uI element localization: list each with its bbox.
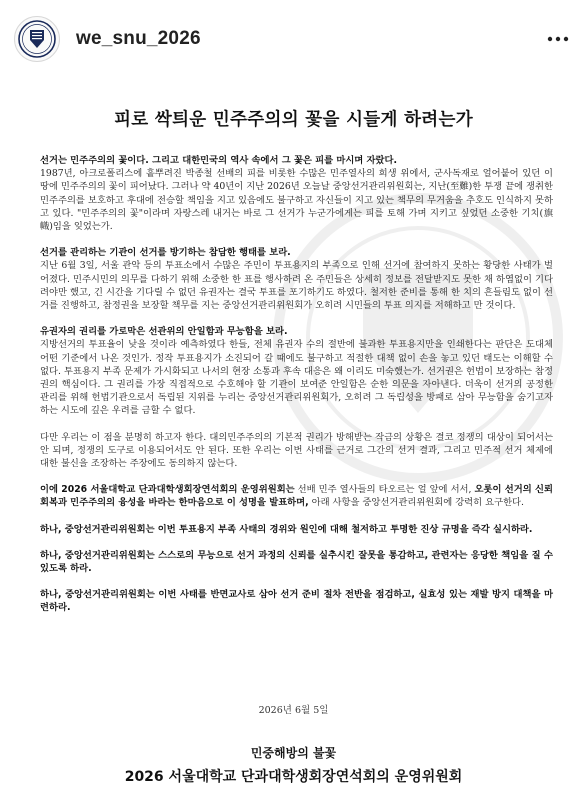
demand-2-prefix: 하나, bbox=[40, 549, 65, 561]
statement-title: 피로 싹틔운 민주주의의 꽃을 시들게 하려는가 bbox=[114, 110, 473, 130]
declaration-text-2: 아래 사항을 중앙선거관리위원회에 강력히 요구한다. bbox=[308, 497, 524, 509]
demand-1-text: 는 이번 투표용지 부족 사태의 경위와 원인에 대해 철저하고 투명한 진상 규명을 즉각 실시하라. bbox=[145, 523, 533, 535]
paragraph-3-text: 지방선거의 투표율이 낮을 것이라 예측하였다 한들, 전체 유권자 수의 절반에 불과한 투표용지만을 인쇄한다는 판단은 도대체 어떤 기준에서 나온 것인가. 정작 투표용지가 소진되어 갈 때에도 불구하고 적절한 대책 없이 손을 놓고 있던 태도는 이해할 수 없다. 투표용지 부족 문제가 가시화되고 나서의 현장 소통과 후속 대응은 왜 이리도 미숙했는가. 선거권은 헌법이 보장하는 참정권의 핵심이다. 그 권리를 가장 직접적으로 수호해야 할 기관이 보여준 안일함은 순한 의문을 자아낸다. 더욱이 선거의 공정한 관리를 위해 헌법기관으로서 독립된 지위를 누리는 중앙선거관리위원회가, 오히려 그 독립성을 방패로 삼아 무능함을 숨기고자 하는 시도에 깊은 우려를 금할 수 없다. bbox=[40, 339, 553, 417]
paragraph-1-text: 1987년, 아크로폴리스에 흩뿌려진 박종철 선배의 피를 비롯한 수많은 민주열사의 희생 위에서, 군사독재로 얼어붙어 있던 이 땅에 민주주의의 꽃이 피어났다. 그러나 약 40년이 지난 2026년 오늘날 중앙선거관리위원회는, 지난(至難)한 투쟁 끝에 쟁취한 민주주의를 보호하고 후대에 전승할 책임을 지고 있음에도 불구하고 자신들이 지고 있는 책무의 무거움을 추호도 인식하지 못하고 있다. "민주주의의 꽃"이라며 자랑스레 내거는 바로 그 선거가 누군가에게는 피를 토해 가며 지키고 싶었던 소중한 기치(旗幟)임을 잊었는가. bbox=[40, 168, 553, 233]
signature-organization: 2026 서울대학교 단과대학생회장연석회의 운영위원회 bbox=[124, 769, 463, 785]
paragraph-4-text: 다만 우리는 이 점을 분명히 하고자 한다. 대의민주주의의 기본적 권리가 방해받는 작금의 상황은 결코 정쟁의 대상이 되어서는 안 되며, 정쟁의 도구로 이용되어서도 안 된다. 또한 우리는 이번 사태를 근거로 그간의 선거 결과, 그리고 민주적 선거 체제에 대한 불신을 조장하는 주장에도 동의하지 않는다. bbox=[40, 431, 553, 470]
paragraph-2-text: 지난 6월 3일, 서울 관악 등의 투표소에서 수많은 주민이 투표용지의 부족으로 인해 선거에 참여하지 못하는 황당한 사태가 벌어졌다. 민주시민의 의무를 다하기 위해 소중한 한 표를 행사하려 온 주민들은 상세히 정보를 전달받지도 못한 채 하염없이 기다려야만 했고, 긴 시간을 기다릴 수 없던 유권자는 결국 투표를 포기하기도 하였다. 철저한 준비를 통해 한 치의 흔들림도 없이 선거를 진행하고, 참정권을 보장할 책무를 지는 중앙선거관리위원회가 오히려 시민들의 투표 의지를 저해하고 만 것이다. bbox=[40, 260, 553, 312]
demand-2-subject: 중앙선거관리위원회 bbox=[64, 549, 146, 561]
more-horizontal-icon bbox=[547, 36, 569, 42]
paragraph-2-lead: 선거를 관리하는 기관이 선거를 방기하는 참담한 행태를 보라. bbox=[40, 247, 291, 259]
university-seal-icon bbox=[17, 19, 57, 59]
avatar[interactable] bbox=[14, 16, 60, 62]
demand-1-subject: 중앙선거관리위원회 bbox=[64, 523, 146, 535]
paragraph-2 bbox=[40, 246, 553, 312]
demand-3 bbox=[40, 588, 553, 614]
demand-3-text: 는 이번 사태를 반면교사로 삼아 선거 준비 절차 전반을 점검하고, 실효성 있는 재발 방지 대책을 마련하라. bbox=[40, 589, 553, 614]
statement-date: 2026년 6월 5일 bbox=[258, 705, 329, 716]
more-options-button[interactable] bbox=[543, 24, 573, 54]
demand-2 bbox=[40, 549, 553, 575]
post-image bbox=[0, 78, 587, 800]
declaration-bold: 이에 2026 서울대학교 단과대학생회장연석회의 운영위원회는 bbox=[40, 484, 295, 496]
statement-body bbox=[40, 154, 553, 628]
paragraph-3-lead: 유권자의 권리를 가로막은 선관위의 안일함과 무능함을 보라. bbox=[40, 326, 288, 338]
username[interactable]: we_snu_2026 bbox=[76, 28, 201, 49]
paragraph-1-lead: 선거는 민주주의의 꽃이다. 그리고 대한민국의 역사 속에서 그 꽃은 피를 마시며 자랐다. bbox=[40, 155, 397, 166]
demand-3-prefix: 하나, bbox=[40, 589, 66, 601]
declaration-bold-2: 오롯이 선거의 신뢰 회복과 민주주의의 융성을 바라는 한마음으로 이 성명을 발표하며, bbox=[40, 484, 553, 509]
demand-1 bbox=[40, 523, 553, 536]
signature-slogan: 민중해방의 불꽃 bbox=[250, 746, 337, 760]
paragraph-3 bbox=[40, 325, 553, 417]
paragraph-4 bbox=[40, 431, 553, 471]
post-header bbox=[0, 0, 587, 78]
demand-1-prefix: 하나, bbox=[40, 523, 65, 535]
demand-2-text: 는 스스로의 무능으로 선거 과정의 신뢰를 실추시킨 잘못을 통감하고, 관련자는 응당한 책임을 질 수 있도록 하라. bbox=[40, 549, 553, 575]
paragraph-1 bbox=[40, 154, 553, 233]
declaration-text: 선배 민주 열사들의 타오르는 얼 앞에 서서, bbox=[294, 484, 475, 496]
demand-3-subject: 중앙선거관리위원회 bbox=[65, 589, 146, 601]
declaration-paragraph bbox=[40, 483, 553, 509]
